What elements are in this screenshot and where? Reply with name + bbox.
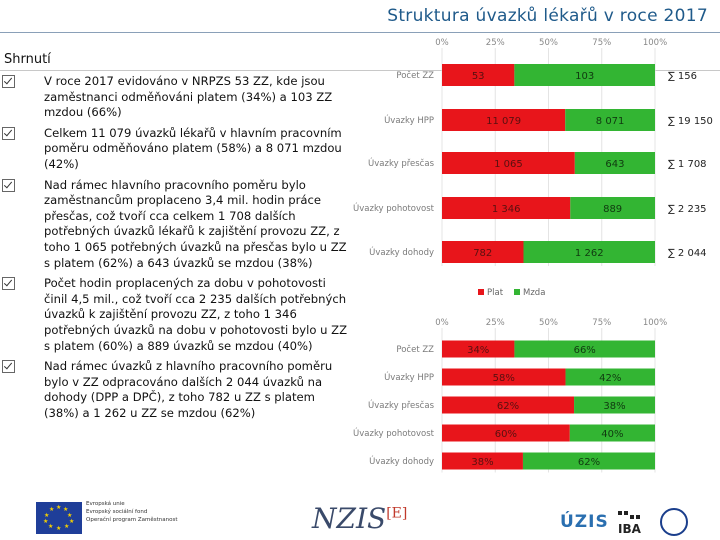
legend-label: Plat (487, 288, 504, 298)
summary-text: V roce 2017 evidováno v NRPZS 53 ZZ, kde jsou zaměstnanci odměňováni platem (34%) a 103 ZZ mzdou (66%) (44, 74, 333, 120)
x-tick-label: 75% (592, 318, 612, 328)
data-label-plat: 1 346 (491, 204, 521, 215)
iba-logo-text: IBA (618, 522, 641, 536)
university-seal-icon (660, 508, 688, 536)
category-label: Počet ZZ (396, 71, 434, 81)
data-label-plat: 62% (496, 401, 520, 412)
x-tick-label: 50% (539, 318, 558, 328)
data-label-mzda: 38% (603, 401, 626, 412)
category-label: Úvazky HPP (384, 116, 434, 126)
summary-text: Celkem 11 079 úvazků lékařů v hlavním pracovním poměru odměňováno platem (58%) a 8 071 mzdou (42%) (44, 125, 342, 171)
legend-label: Mzda (523, 288, 546, 298)
legend-swatch (478, 289, 484, 295)
data-label-plat: 11 079 (486, 116, 522, 127)
data-label-plat: 1 065 (494, 159, 523, 170)
nzis-logo-text: NZIS (312, 502, 387, 535)
x-tick-label: 0% (435, 38, 449, 48)
data-label-plat: 53 (471, 71, 485, 82)
eu-line: Operační program Zaměstnanost (86, 517, 178, 523)
category-label: Počet ZZ (396, 345, 434, 355)
data-label-plat: 58% (492, 373, 515, 384)
data-label-mzda: 1 262 (574, 248, 604, 259)
category-label: Úvazky HPP (384, 373, 434, 383)
x-tick-label: 50% (539, 38, 558, 48)
data-label-mzda: 40% (601, 429, 624, 440)
data-label-mzda: 889 (603, 204, 623, 215)
nzis-logo (312, 502, 407, 535)
x-tick-label: 0% (435, 318, 449, 328)
nzis-logo-sup: [E] (386, 505, 408, 522)
category-label: Úvazky pohotovost (353, 429, 434, 439)
data-label-plat: 782 (473, 248, 493, 259)
data-label-mzda: 66% (573, 345, 596, 356)
eu-line: Evropská unie (86, 501, 125, 507)
data-label-mzda: 62% (577, 457, 601, 468)
data-label-plat: 34% (467, 345, 490, 356)
slide-title: Struktura úvazků lékařů v roce 2017 (387, 6, 708, 26)
category-label: Úvazky přesčas (368, 401, 434, 411)
x-tick-label: 100% (642, 318, 668, 328)
eu-flag-logo: ★ ★ ★ ★ ★ ★ ★ ★ ★ ★ (36, 502, 82, 534)
data-label-plat: 38% (471, 457, 494, 468)
category-label: Úvazky dohody (369, 248, 434, 258)
x-tick-label: 75% (592, 38, 612, 48)
data-label-mzda: 8 071 (595, 116, 625, 127)
uzis-logo: ÚZIS (560, 512, 609, 532)
data-label-mzda: 643 (605, 159, 625, 170)
x-tick-label: 25% (485, 38, 505, 48)
data-label-mzda: 42% (599, 373, 622, 384)
category-label: Úvazky přesčas (368, 159, 434, 169)
data-label-plat: 60% (494, 429, 518, 440)
eu-program-text (86, 500, 177, 524)
total-label: ∑ 1 708 (668, 159, 707, 170)
total-label: ∑ 19 150 (668, 116, 713, 127)
eu-line: Evropský sociální fond (86, 509, 148, 515)
data-label-mzda: 103 (575, 71, 595, 82)
x-tick-label: 100% (642, 38, 668, 48)
category-label: Úvazky pohotovost (353, 204, 434, 214)
summary-text: Nad rámec hlavního pracovního poměru bylo zaměstnancům proplaceno 3,4 mil. hodin práce přesčas, což tvoří cca celkem 1 708 dalších potřebných úvazků lékařů k zajištění provozu ZZ, z toho 1 065 potřebných úvazků na přesčas bylo u ZZ s platem (62%) a 643 úvazků se mzdou (38%) (44, 177, 347, 270)
total-label: ∑ 156 (668, 71, 698, 82)
summary-heading: Shrnutí (4, 52, 51, 67)
legend-swatch (514, 289, 520, 295)
total-label: ∑ 2 044 (668, 248, 707, 259)
summary-text: Počet hodin proplacených za dobu v pohotovosti činil 4,5 mil., což tvoří cca 2 235 dalších potřebných úvazků k zajištění provozu ZZ, z toho 1 346 potřebných úvazků na dobu v pohotovosti bylo u ZZ s platem (60%) a 889 úvazků se mzdou (40%) (44, 276, 348, 353)
summary-text: Nad rámec úvazků z hlavního pracovního poměru bylo v ZZ odpracováno dalších 2 044 úvazků na dohody (DPP a DPČ), z toho 782 u ZZ s platem (38%) a 1 262 u ZZ se mzdou (62%) (44, 359, 333, 420)
x-tick-label: 25% (485, 318, 505, 328)
total-label: ∑ 2 235 (668, 204, 707, 215)
category-label: Úvazky dohody (369, 457, 434, 467)
